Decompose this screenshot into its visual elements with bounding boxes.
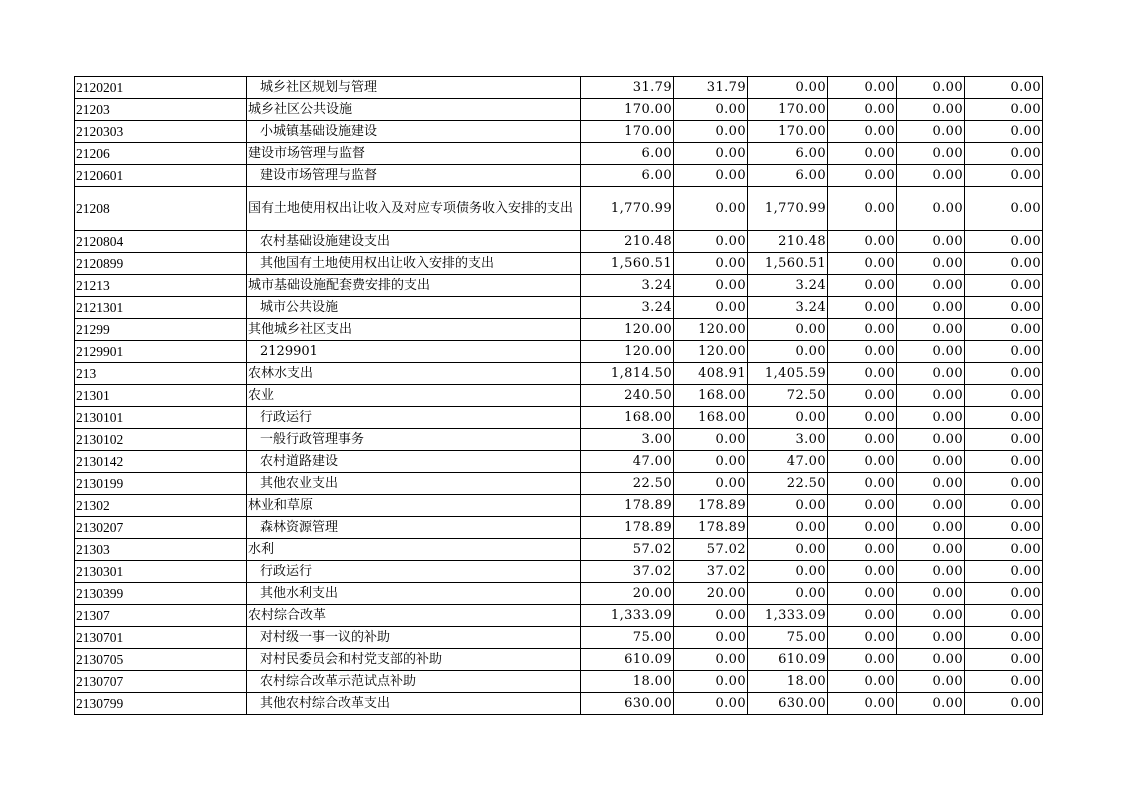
subject-name-cell: 行政运行 xyxy=(247,407,581,429)
amount-cell: 0.00 xyxy=(965,517,1043,539)
amount-cell: 0.00 xyxy=(965,187,1043,231)
amount-cell: 0.00 xyxy=(897,627,965,649)
amount-cell: 0.00 xyxy=(965,583,1043,605)
amount-cell: 1,814.50 xyxy=(581,363,674,385)
amount-cell: 120.00 xyxy=(674,319,748,341)
amount-cell: 0.00 xyxy=(748,583,828,605)
subject-code-cell: 2130142 xyxy=(75,451,247,473)
amount-cell: 0.00 xyxy=(748,495,828,517)
subject-name-cell: 农村道路建设 xyxy=(247,451,581,473)
amount-cell: 0.00 xyxy=(897,275,965,297)
subject-code-cell: 2130199 xyxy=(75,473,247,495)
amount-cell: 178.89 xyxy=(674,517,748,539)
subject-name-cell: 水利 xyxy=(247,539,581,561)
amount-cell: 0.00 xyxy=(748,407,828,429)
table-row xyxy=(75,187,1043,231)
amount-cell: 0.00 xyxy=(965,165,1043,187)
subject-name-cell: 城市公共设施 xyxy=(247,297,581,319)
amount-cell: 0.00 xyxy=(897,517,965,539)
table-row xyxy=(75,539,1043,561)
amount-cell: 0.00 xyxy=(897,121,965,143)
table-row xyxy=(75,297,1043,319)
amount-cell: 0.00 xyxy=(897,451,965,473)
subject-name-cell: 林业和草原 xyxy=(247,495,581,517)
amount-cell: 0.00 xyxy=(965,561,1043,583)
subject-name-cell: 农业 xyxy=(247,385,581,407)
table-row xyxy=(75,693,1043,715)
amount-cell: 0.00 xyxy=(965,495,1043,517)
amount-cell: 0.00 xyxy=(897,363,965,385)
amount-cell: 408.91 xyxy=(674,363,748,385)
amount-cell: 75.00 xyxy=(581,627,674,649)
table-body xyxy=(75,77,1043,715)
amount-cell: 0.00 xyxy=(965,451,1043,473)
amount-cell: 31.79 xyxy=(674,77,748,99)
subject-code-cell: 21303 xyxy=(75,539,247,561)
amount-cell: 18.00 xyxy=(748,671,828,693)
table-row xyxy=(75,671,1043,693)
amount-cell: 0.00 xyxy=(828,253,897,275)
subject-code-cell: 2130701 xyxy=(75,627,247,649)
table-row xyxy=(75,231,1043,253)
subject-name-cell: 国有土地使用权出让收入及对应专项债务收入安排的支出 xyxy=(247,187,581,231)
amount-cell: 47.00 xyxy=(581,451,674,473)
subject-name-cell: 农村综合改革 xyxy=(247,605,581,627)
amount-cell: 57.02 xyxy=(581,539,674,561)
subject-code-cell: 21208 xyxy=(75,187,247,231)
amount-cell: 170.00 xyxy=(748,99,828,121)
amount-cell: 20.00 xyxy=(581,583,674,605)
amount-cell: 1,405.59 xyxy=(748,363,828,385)
amount-cell: 240.50 xyxy=(581,385,674,407)
amount-cell: 0.00 xyxy=(965,473,1043,495)
table-row xyxy=(75,561,1043,583)
amount-cell: 0.00 xyxy=(828,341,897,363)
amount-cell: 0.00 xyxy=(828,693,897,715)
amount-cell: 3.24 xyxy=(581,275,674,297)
amount-cell: 0.00 xyxy=(897,605,965,627)
subject-name-cell: 建设市场管理与监督 xyxy=(247,165,581,187)
subject-name-cell: 其他水利支出 xyxy=(247,583,581,605)
amount-cell: 6.00 xyxy=(581,165,674,187)
amount-cell: 22.50 xyxy=(581,473,674,495)
amount-cell: 0.00 xyxy=(897,385,965,407)
amount-cell: 168.00 xyxy=(581,407,674,429)
amount-cell: 0.00 xyxy=(897,539,965,561)
amount-cell: 3.00 xyxy=(581,429,674,451)
amount-cell: 0.00 xyxy=(897,253,965,275)
amount-cell: 0.00 xyxy=(897,187,965,231)
amount-cell: 1,333.09 xyxy=(748,605,828,627)
amount-cell: 120.00 xyxy=(581,319,674,341)
subject-name-cell: 一般行政管理事务 xyxy=(247,429,581,451)
amount-cell: 0.00 xyxy=(674,99,748,121)
amount-cell: 0.00 xyxy=(674,649,748,671)
amount-cell: 0.00 xyxy=(897,231,965,253)
amount-cell: 0.00 xyxy=(674,275,748,297)
amount-cell: 0.00 xyxy=(828,121,897,143)
subject-name-cell: 其他农村综合改革支出 xyxy=(247,693,581,715)
amount-cell: 0.00 xyxy=(828,517,897,539)
amount-cell: 0.00 xyxy=(965,671,1043,693)
amount-cell: 0.00 xyxy=(897,583,965,605)
amount-cell: 630.00 xyxy=(581,693,674,715)
amount-cell: 0.00 xyxy=(965,649,1043,671)
subject-code-cell: 21299 xyxy=(75,319,247,341)
amount-cell: 0.00 xyxy=(965,99,1043,121)
amount-cell: 170.00 xyxy=(581,121,674,143)
amount-cell: 72.50 xyxy=(748,385,828,407)
subject-name-cell: 其他城乡社区支出 xyxy=(247,319,581,341)
table-row xyxy=(75,451,1043,473)
subject-code-cell: 21206 xyxy=(75,143,247,165)
amount-cell: 0.00 xyxy=(965,275,1043,297)
amount-cell: 120.00 xyxy=(674,341,748,363)
amount-cell: 0.00 xyxy=(965,407,1043,429)
amount-cell: 20.00 xyxy=(674,583,748,605)
amount-cell: 630.00 xyxy=(748,693,828,715)
amount-cell: 0.00 xyxy=(828,495,897,517)
amount-cell: 0.00 xyxy=(965,77,1043,99)
amount-cell: 0.00 xyxy=(897,649,965,671)
table-row xyxy=(75,583,1043,605)
amount-cell: 0.00 xyxy=(828,99,897,121)
amount-cell: 0.00 xyxy=(674,451,748,473)
subject-name-cell: 农林水支出 xyxy=(247,363,581,385)
amount-cell: 0.00 xyxy=(674,121,748,143)
subject-code-cell: 21307 xyxy=(75,605,247,627)
table-row xyxy=(75,341,1043,363)
amount-cell: 1,560.51 xyxy=(748,253,828,275)
amount-cell: 0.00 xyxy=(897,429,965,451)
amount-cell: 75.00 xyxy=(748,627,828,649)
amount-cell: 0.00 xyxy=(828,583,897,605)
amount-cell: 0.00 xyxy=(828,297,897,319)
amount-cell: 0.00 xyxy=(965,231,1043,253)
amount-cell: 0.00 xyxy=(965,385,1043,407)
amount-cell: 0.00 xyxy=(828,671,897,693)
amount-cell: 0.00 xyxy=(828,605,897,627)
amount-cell: 0.00 xyxy=(897,77,965,99)
table-row xyxy=(75,627,1043,649)
subject-code-cell: 2120899 xyxy=(75,253,247,275)
amount-cell: 0.00 xyxy=(748,77,828,99)
table-row xyxy=(75,495,1043,517)
amount-cell: 0.00 xyxy=(965,429,1043,451)
subject-code-cell: 2121301 xyxy=(75,297,247,319)
table-row xyxy=(75,407,1043,429)
subject-code-cell: 2120601 xyxy=(75,165,247,187)
amount-cell: 178.89 xyxy=(581,517,674,539)
table-row xyxy=(75,517,1043,539)
subject-code-cell: 2120303 xyxy=(75,121,247,143)
amount-cell: 0.00 xyxy=(897,671,965,693)
table-row xyxy=(75,99,1043,121)
subject-name-cell: 城市基础设施配套费安排的支出 xyxy=(247,275,581,297)
amount-cell: 0.00 xyxy=(897,341,965,363)
amount-cell: 0.00 xyxy=(674,693,748,715)
amount-cell: 6.00 xyxy=(581,143,674,165)
amount-cell: 0.00 xyxy=(674,671,748,693)
amount-cell: 0.00 xyxy=(748,319,828,341)
amount-cell: 0.00 xyxy=(828,319,897,341)
amount-cell: 610.09 xyxy=(581,649,674,671)
amount-cell: 0.00 xyxy=(965,297,1043,319)
amount-cell: 0.00 xyxy=(965,539,1043,561)
amount-cell: 0.00 xyxy=(965,605,1043,627)
amount-cell: 3.24 xyxy=(748,297,828,319)
amount-cell: 0.00 xyxy=(828,143,897,165)
amount-cell: 0.00 xyxy=(828,539,897,561)
amount-cell: 0.00 xyxy=(897,561,965,583)
subject-code-cell: 2130101 xyxy=(75,407,247,429)
amount-cell: 210.48 xyxy=(748,231,828,253)
amount-cell: 0.00 xyxy=(897,407,965,429)
amount-cell: 0.00 xyxy=(748,341,828,363)
subject-code-cell: 2130399 xyxy=(75,583,247,605)
amount-cell: 57.02 xyxy=(674,539,748,561)
table-row xyxy=(75,385,1043,407)
amount-cell: 610.09 xyxy=(748,649,828,671)
amount-cell: 0.00 xyxy=(965,627,1043,649)
amount-cell: 0.00 xyxy=(674,253,748,275)
subject-name-cell: 其他农业支出 xyxy=(247,473,581,495)
amount-cell: 47.00 xyxy=(748,451,828,473)
amount-cell: 0.00 xyxy=(674,627,748,649)
amount-cell: 168.00 xyxy=(674,407,748,429)
subject-code-cell: 21203 xyxy=(75,99,247,121)
amount-cell: 0.00 xyxy=(828,561,897,583)
subject-code-cell: 2130799 xyxy=(75,693,247,715)
amount-cell: 0.00 xyxy=(897,693,965,715)
amount-cell: 0.00 xyxy=(828,187,897,231)
amount-cell: 0.00 xyxy=(828,165,897,187)
table-row xyxy=(75,363,1043,385)
amount-cell: 0.00 xyxy=(674,605,748,627)
subject-name-cell: 城乡社区公共设施 xyxy=(247,99,581,121)
subject-name-cell: 对村级一事一议的补助 xyxy=(247,627,581,649)
amount-cell: 0.00 xyxy=(828,275,897,297)
amount-cell: 0.00 xyxy=(674,231,748,253)
amount-cell: 178.89 xyxy=(674,495,748,517)
subject-code-cell: 2130301 xyxy=(75,561,247,583)
budget-table xyxy=(74,76,1043,715)
amount-cell: 0.00 xyxy=(674,165,748,187)
amount-cell: 0.00 xyxy=(897,165,965,187)
amount-cell: 0.00 xyxy=(965,319,1043,341)
amount-cell: 0.00 xyxy=(828,451,897,473)
subject-code-cell: 213 xyxy=(75,363,247,385)
amount-cell: 1,560.51 xyxy=(581,253,674,275)
amount-cell: 0.00 xyxy=(828,429,897,451)
table-row xyxy=(75,165,1043,187)
amount-cell: 22.50 xyxy=(748,473,828,495)
amount-cell: 1,333.09 xyxy=(581,605,674,627)
amount-cell: 0.00 xyxy=(965,341,1043,363)
amount-cell: 6.00 xyxy=(748,143,828,165)
subject-code-cell: 2120201 xyxy=(75,77,247,99)
subject-code-cell: 2120804 xyxy=(75,231,247,253)
amount-cell: 0.00 xyxy=(965,363,1043,385)
amount-cell: 0.00 xyxy=(828,627,897,649)
amount-cell: 0.00 xyxy=(828,649,897,671)
subject-code-cell: 2130705 xyxy=(75,649,247,671)
amount-cell: 0.00 xyxy=(748,561,828,583)
amount-cell: 0.00 xyxy=(965,693,1043,715)
amount-cell: 170.00 xyxy=(748,121,828,143)
table-row xyxy=(75,275,1043,297)
table-row xyxy=(75,253,1043,275)
subject-name-cell: 2129901 xyxy=(247,341,581,363)
amount-cell: 37.02 xyxy=(674,561,748,583)
amount-cell: 120.00 xyxy=(581,341,674,363)
amount-cell: 18.00 xyxy=(581,671,674,693)
amount-cell: 0.00 xyxy=(965,253,1043,275)
table-row xyxy=(75,77,1043,99)
amount-cell: 0.00 xyxy=(674,473,748,495)
subject-code-cell: 21302 xyxy=(75,495,247,517)
amount-cell: 0.00 xyxy=(828,363,897,385)
table-row xyxy=(75,605,1043,627)
amount-cell: 0.00 xyxy=(828,77,897,99)
amount-cell: 0.00 xyxy=(674,143,748,165)
amount-cell: 1,770.99 xyxy=(581,187,674,231)
subject-name-cell: 其他国有土地使用权出让收入安排的支出 xyxy=(247,253,581,275)
table-row xyxy=(75,429,1043,451)
amount-cell: 6.00 xyxy=(748,165,828,187)
amount-cell: 0.00 xyxy=(828,407,897,429)
subject-name-cell: 建设市场管理与监督 xyxy=(247,143,581,165)
amount-cell: 178.89 xyxy=(581,495,674,517)
amount-cell: 0.00 xyxy=(965,121,1043,143)
amount-cell: 0.00 xyxy=(897,99,965,121)
amount-cell: 0.00 xyxy=(748,517,828,539)
subject-name-cell: 行政运行 xyxy=(247,561,581,583)
amount-cell: 37.02 xyxy=(581,561,674,583)
amount-cell: 31.79 xyxy=(581,77,674,99)
subject-name-cell: 城乡社区规划与管理 xyxy=(247,77,581,99)
subject-name-cell: 森林资源管理 xyxy=(247,517,581,539)
amount-cell: 0.00 xyxy=(748,539,828,561)
amount-cell: 3.24 xyxy=(581,297,674,319)
subject-name-cell: 农村综合改革示范试点补助 xyxy=(247,671,581,693)
amount-cell: 0.00 xyxy=(674,297,748,319)
amount-cell: 0.00 xyxy=(828,231,897,253)
amount-cell: 3.00 xyxy=(748,429,828,451)
subject-name-cell: 小城镇基础设施建设 xyxy=(247,121,581,143)
table-row xyxy=(75,473,1043,495)
subject-code-cell: 2130707 xyxy=(75,671,247,693)
subject-code-cell: 21301 xyxy=(75,385,247,407)
subject-code-cell: 2129901 xyxy=(75,341,247,363)
subject-name-cell: 对村民委员会和村党支部的补助 xyxy=(247,649,581,671)
table-row xyxy=(75,649,1043,671)
subject-code-cell: 2130102 xyxy=(75,429,247,451)
amount-cell: 0.00 xyxy=(897,473,965,495)
amount-cell: 168.00 xyxy=(674,385,748,407)
amount-cell: 0.00 xyxy=(897,143,965,165)
subject-code-cell: 2130207 xyxy=(75,517,247,539)
amount-cell: 0.00 xyxy=(965,143,1043,165)
subject-code-cell: 21213 xyxy=(75,275,247,297)
amount-cell: 0.00 xyxy=(897,297,965,319)
amount-cell: 0.00 xyxy=(828,385,897,407)
amount-cell: 170.00 xyxy=(581,99,674,121)
amount-cell: 0.00 xyxy=(674,187,748,231)
table-row xyxy=(75,143,1043,165)
amount-cell: 0.00 xyxy=(828,473,897,495)
table-row xyxy=(75,319,1043,341)
subject-name-cell: 农村基础设施建设支出 xyxy=(247,231,581,253)
amount-cell: 3.24 xyxy=(748,275,828,297)
amount-cell: 0.00 xyxy=(674,429,748,451)
amount-cell: 1,770.99 xyxy=(748,187,828,231)
table-row xyxy=(75,121,1043,143)
amount-cell: 0.00 xyxy=(897,495,965,517)
amount-cell: 0.00 xyxy=(897,319,965,341)
amount-cell: 210.48 xyxy=(581,231,674,253)
